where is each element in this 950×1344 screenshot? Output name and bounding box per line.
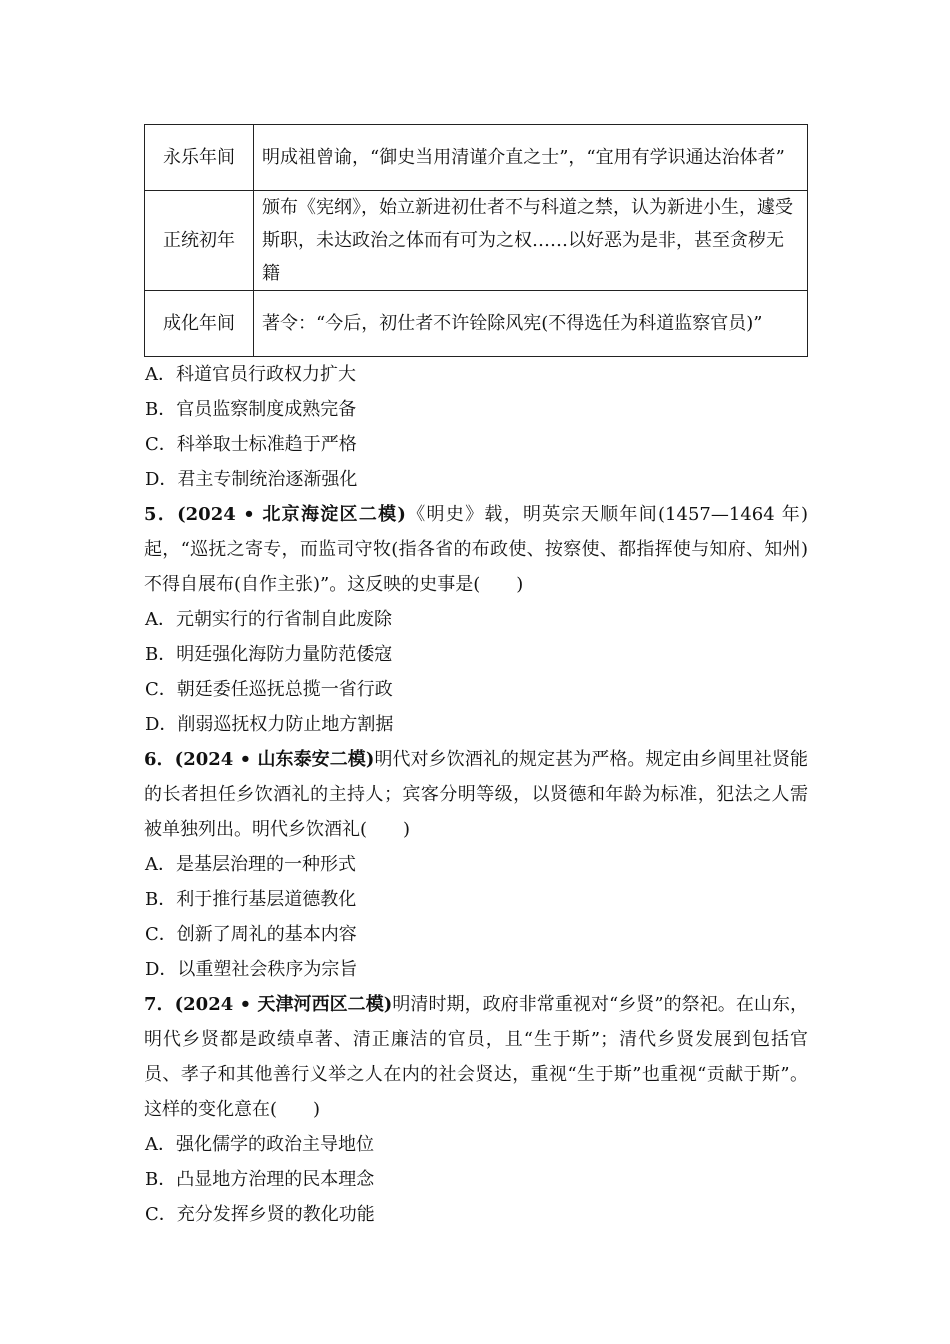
table-row (145, 191, 808, 291)
option-b[interactable]: B．官员监察制度成熟完备 (145, 399, 357, 420)
option-b[interactable]: B．明廷强化海防力量防范倭寇 (145, 644, 393, 665)
option-c[interactable]: C．朝廷委任巡抚总揽一省行政 (145, 679, 393, 700)
question-4-options (144, 357, 808, 497)
option-a[interactable]: A．元朝实行的行省制自此废除 (145, 609, 392, 630)
description-cell: 颁布《宪纲》，始立新进初仕者不与科道之禁，认为新进小生，遽受斯职，未达政治之体而有可为之权……以好恶为是非，甚至贪秽无籍 (254, 191, 808, 291)
question-7 (144, 987, 808, 1232)
table-row (145, 291, 808, 357)
option-b[interactable]: B．利于推行基层道德教化 (145, 889, 357, 910)
option-d[interactable]: D．君主专制统治逐渐强化 (145, 469, 358, 490)
period-cell: 永乐年间 (145, 125, 254, 191)
document-page (144, 124, 808, 1232)
question-number: 7． (144, 994, 175, 1015)
option-c[interactable]: C．创新了周礼的基本内容 (145, 924, 357, 945)
question-text: 《明史》载，明英宗天顺年间(1457—1464 年)起，“巡抚之寄专，而监司守牧(指各省的布政使、按察使、都指挥使与知府、知州)不得自展布(自作主张)”。这反映的史事是( ) (144, 504, 809, 595)
question-source: (2024 • 天津河西区二模) (174, 994, 393, 1015)
question-text: 明代对乡饮酒礼的规定甚为严格。规定由乡闾里社贤能的长者担任乡饮酒礼的主持人；宾客分明等级，以贤德和年龄为标准，犯法之人需被单独列出。明代乡饮酒礼( ) (144, 749, 809, 840)
question-6 (144, 742, 808, 987)
option-c[interactable]: C．科举取士标准趋于严格 (145, 434, 357, 455)
period-cell: 成化年间 (145, 291, 254, 357)
description-cell: 明成祖曾谕，“御史当用清谨介直之士”，“宜用有学识通达治体者” (254, 125, 808, 191)
option-c[interactable]: C．充分发挥乡贤的教化功能 (145, 1204, 375, 1225)
period-cell: 正统初年 (145, 191, 254, 291)
question-source: (2024 • 北京海淀区二模) (177, 504, 406, 525)
question-5 (144, 497, 808, 742)
question-text: 明清时期，政府非常重视对“乡贤”的祭祀。在山东，明代乡贤都是政绩卓著、清正廉洁的官员，且“生于斯”；清代乡贤发展到包括官员、孝子和其他善行义举之人在内的社会贤达，重视“生于斯”也重视“贡献于斯”。这样的变化意在( ) (144, 994, 808, 1120)
question-stem (144, 987, 808, 1127)
question-stem (144, 497, 808, 602)
option-a[interactable]: A．强化儒学的政治主导地位 (145, 1134, 374, 1155)
option-d[interactable]: D．以重塑社会秩序为宗旨 (145, 959, 358, 980)
description-cell: 著令：“今后，初仕者不许铨除风宪(不得选任为科道监察官员)” (254, 291, 808, 357)
option-b[interactable]: B．凸显地方治理的民本理念 (145, 1169, 375, 1190)
option-a[interactable]: A．科道官员行政权力扩大 (145, 364, 356, 385)
option-a[interactable]: A．是基层治理的一种形式 (145, 854, 356, 875)
question-stem (144, 742, 808, 847)
question-source: (2024 • 山东泰安二模) (174, 749, 375, 770)
option-d[interactable]: D．削弱巡抚权力防止地方割据 (145, 714, 394, 735)
table-row (145, 125, 808, 191)
reign-policy-table (144, 124, 808, 357)
question-number: 5． (144, 504, 178, 525)
question-number: 6． (144, 749, 175, 770)
